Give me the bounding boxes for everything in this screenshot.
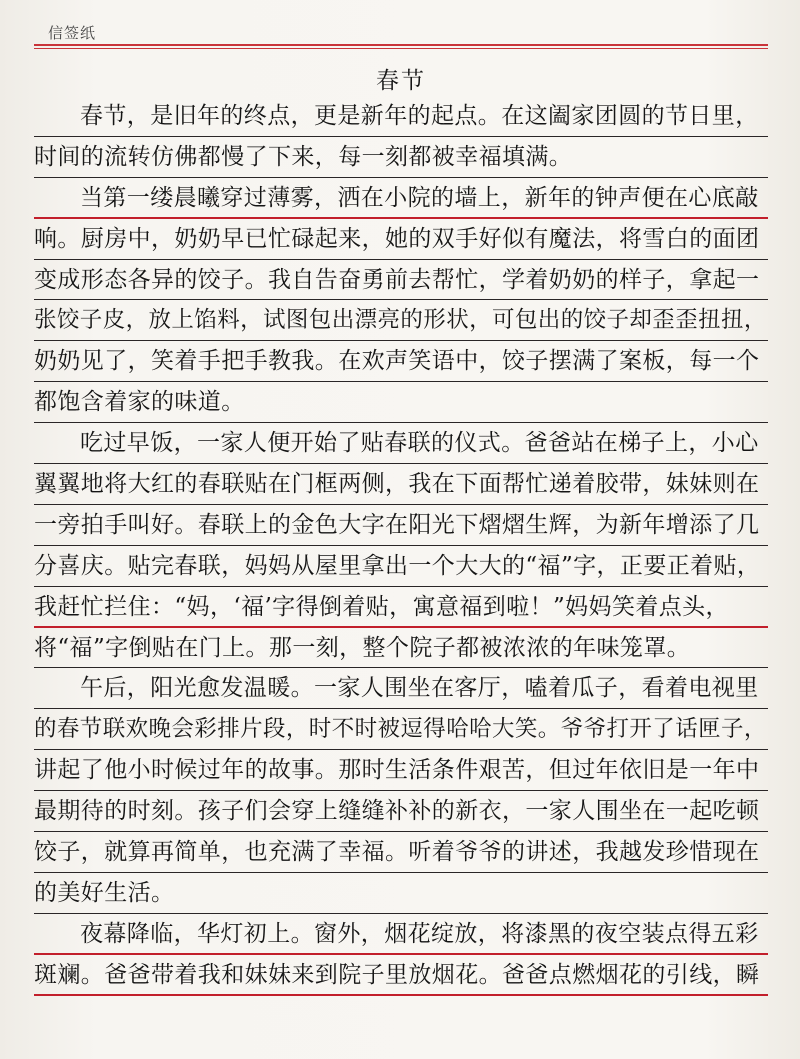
letterhead-rule-top: [34, 44, 768, 46]
essay-line: 的美好生活。: [34, 873, 768, 914]
essay-line: 饺子，就算再简单，也充满了幸福。听着爷爷的讲述，我越发珍惜现在: [34, 832, 768, 873]
letterhead-label: 信签纸: [48, 24, 97, 42]
essay-line: 最期待的时刻。孩子们会穿上缝缝补补的新衣，一家人围坐在一起吃顿: [34, 791, 768, 832]
essay-line: 的春节联欢晚会彩排片段，时不时被逗得哈哈大笑。爷爷打开了话匣子，: [34, 709, 768, 750]
essay-line: 将“福”字倒贴在门上。那一刻，整个院子都被浓浓的年味笼罩。: [34, 628, 768, 669]
essay-line: 讲起了他小时候过年的故事。那时生活条件艰苦，但过年依旧是一年中: [34, 750, 768, 791]
essay-line: 张饺子皮，放上馅料，试图包出漂亮的形状，可包出的饺子却歪歪扭扭，: [34, 300, 768, 341]
essay-line: 斑斓。爸爸带着我和妹妹来到院子里放烟花。爸爸点燃烟花的引线，瞬: [34, 955, 768, 996]
essay-line: 变成形态各异的饺子。我自告奋勇前去帮忙，学着奶奶的样子，拿起一: [34, 260, 768, 301]
essay-line: 春节，是旧年的终点，更是新年的起点。在这阖家团圆的节日里，: [34, 96, 768, 137]
essay-line: 时间的流转仿佛都慢了下来，每一刻都被幸福填满。: [34, 137, 768, 178]
essay-line: 我赶忙拦住：“妈，‘福’字得倒着贴，寓意福到啦！”妈妈笑着点头，: [34, 587, 768, 628]
essay-line: 分喜庆。贴完春联，妈妈从屋里拿出一个大大的“福”字，正要正着贴，: [34, 546, 768, 587]
essay-line: 吃过早饭，一家人便开始了贴春联的仪式。爸爸站在梯子上，小心: [34, 423, 768, 464]
essay-line: 翼翼地将大红的春联贴在门框两侧，我在下面帮忙递着胶带，妹妹则在: [34, 464, 768, 505]
essay-line: 奶奶见了，笑着手把手教我。在欢声笑语中，饺子摆满了案板，每一个: [34, 341, 768, 382]
essay-line: 午后，阳光愈发温暖。一家人围坐在客厅，嗑着瓜子，看着电视里: [34, 668, 768, 709]
essay-title: 春节: [376, 68, 426, 94]
essay-body: [34, 96, 768, 996]
essay-line: 当第一缕晨曦穿过薄雾，洒在小院的墙上，新年的钟声便在心底敲: [34, 178, 768, 219]
essay-line: 响。厨房中，奶奶早已忙碌起来，她的双手好似有魔法，将雪白的面团: [34, 219, 768, 260]
essay-line: 一旁拍手叫好。春联上的金色大字在阳光下熠熠生辉，为新年增添了几: [34, 505, 768, 546]
essay-line: 夜幕降临，华灯初上。窗外，烟花绽放，将漆黑的夜空装点得五彩: [34, 914, 768, 955]
essay-line: 都饱含着家的味道。: [34, 382, 768, 423]
letterhead-rule-bottom: [34, 48, 768, 49]
